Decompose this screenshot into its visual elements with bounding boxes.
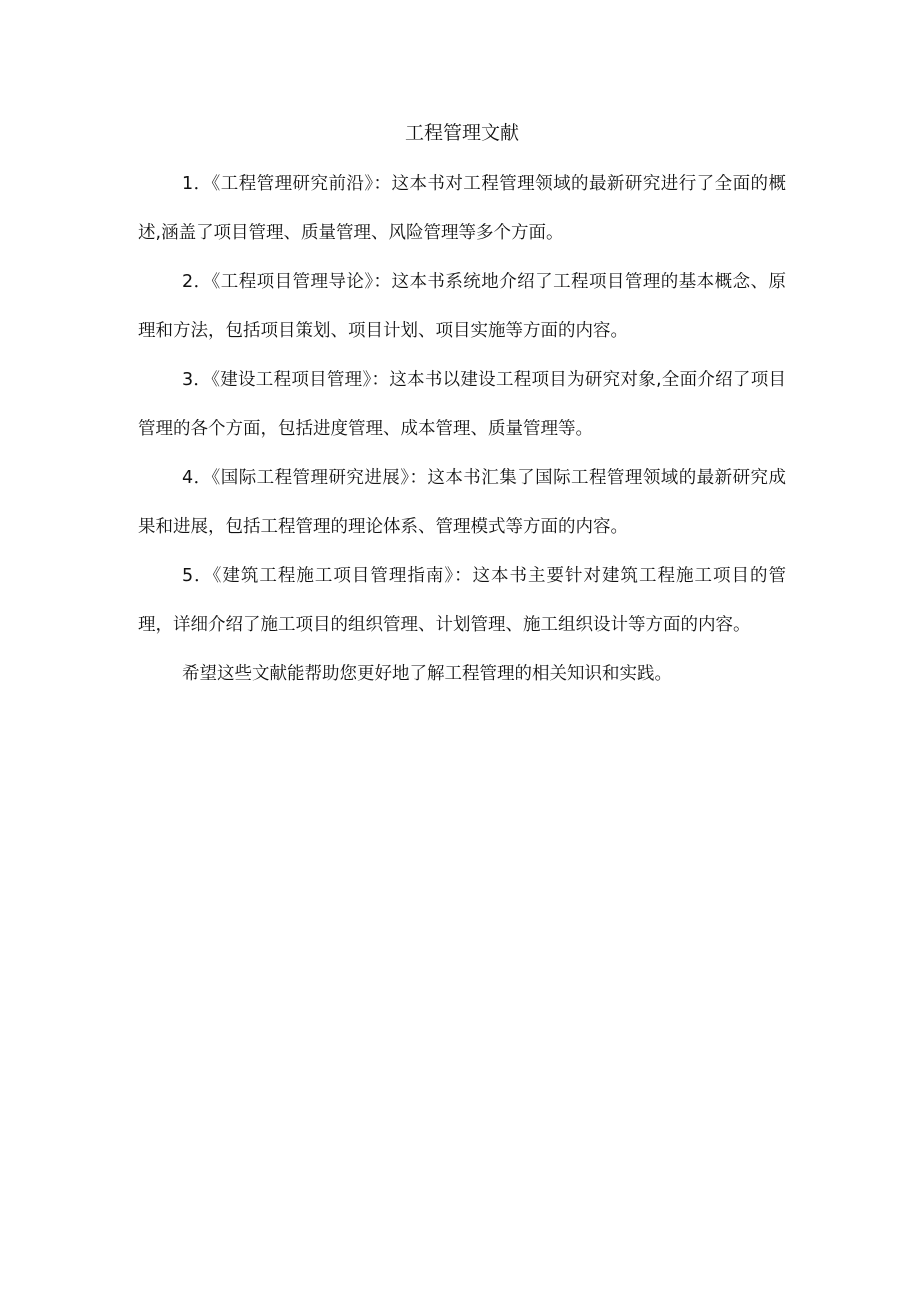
document-title: 工程管理文献: [404, 122, 519, 144]
reference-item-1: 1．《工程管理研究前沿》：这本书对工程管理领域的最新研究进行了全面的概述,涵盖了项目管理、质量管理、风险管理等多个方面。: [138, 174, 786, 243]
document-body: [138, 118, 786, 699]
reference-item-4: 4．《国际工程管理研究进展》：这本书汇集了国际工程管理领域的最新研究成果和进展，包括工程管理的理论体系、管理模式等方面的内容。: [138, 468, 786, 537]
closing-paragraph: 希望这些文献能帮助您更好地了解工程管理的相关知识和实践。: [182, 664, 672, 684]
reference-item-2: 2．《工程项目管理导论》：这本书系统地介绍了工程项目管理的基本概念、原理和方法，包括项目策划、项目计划、项目实施等方面的内容。: [138, 272, 786, 341]
reference-item-5: 5．《建筑工程施工项目管理指南》：这本书主要针对建筑工程施工项目的管理，详细介绍了施工项目的组织管理、计划管理、施工组织设计等方面的内容。: [138, 566, 786, 635]
reference-item-3: 3．《建设工程项目管理》：这本书以建设工程项目为研究对象,全面介绍了项目管理的各个方面，包括进度管理、成本管理、质量管理等。: [138, 370, 786, 439]
